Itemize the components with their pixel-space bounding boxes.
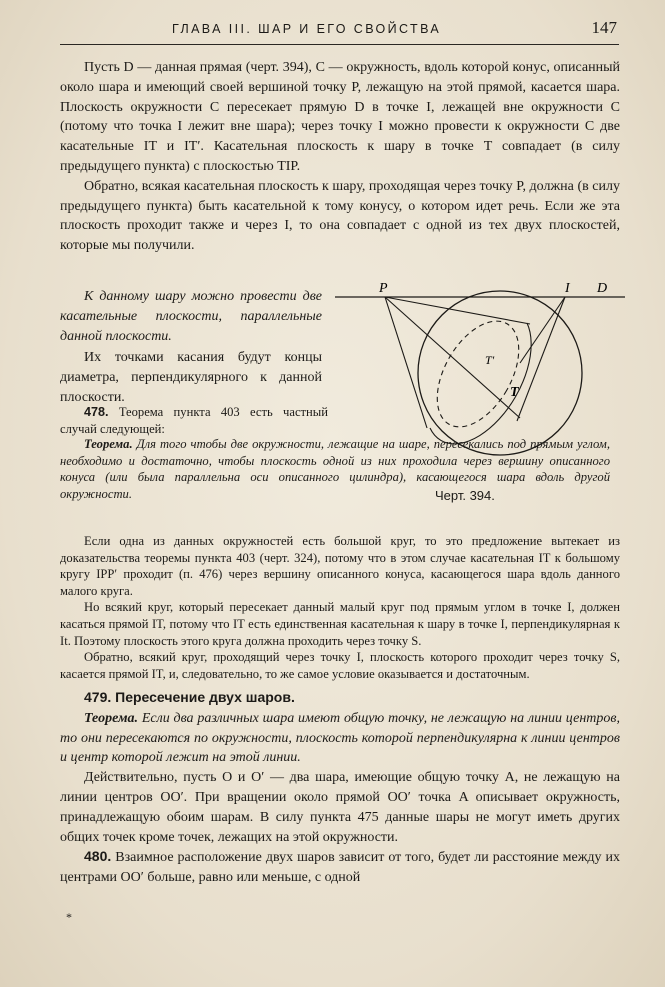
s479-paragraph-1: Действительно, пусть O и O′ — два шара, имеющие общую точку A, не лежащую на линии центров OO′. При вращении около прямой OO′ точка A описывает окружность, принадлежащую обоим шарам. В силу пункта 475 данные шары не могут иметь других общих точек кроме точек, лежащих на этой окружности. bbox=[60, 770, 620, 845]
s478-paragraph-2: Но всякий круг, который пересекает данный малый круг под прямым углом в точке I, должен касаться прямой IT, потому что IT есть единственная касательная к шару в точке I, перпендикулярная к It. Поэтому плоскость этого круга должна проходить через точку S. bbox=[60, 600, 620, 648]
label-P: P bbox=[379, 281, 388, 296]
section-479 bbox=[60, 688, 620, 888]
s478-paragraph-1: Если одна из данных окружностей есть большой круг, то это предложение вытекает из доказательства теоремы пункта 403 (черт. 324), потому что в этом случае касательная IT к большому кругу IPP′ проходит (п. 476) через вершину описанного конуса, касающегося шара вдоль данного малого круга. bbox=[60, 534, 620, 598]
contact-circle-C bbox=[420, 307, 535, 440]
page-header bbox=[60, 18, 619, 45]
line-I-T-prime bbox=[520, 297, 565, 363]
paragraph-diameter: Их точками касания будут концы диаметра, перпендикулярного к данной плоскости. bbox=[60, 350, 322, 405]
top-block bbox=[60, 58, 620, 256]
s479-theorem bbox=[60, 709, 620, 768]
paragraph-1: Пусть D — данная прямая (черт. 394), C — окружность, вдоль которой конус, описанный около шара и имеющий своей вершиной точку P, лежащую на этой прямой, касается шара. Плоскость окружности C пересекает прямую D в точке I, лежащей вне окружности C (потому что точка I лежит вне шара); через точку I можно провести к окружности C две касательные IT и IT′. Касательная плоскость к шару в точке T совпадает (в силу предыдущего пункта) с плоскостью TIP. bbox=[60, 60, 620, 174]
s480-paragraph bbox=[60, 847, 620, 888]
line-P-T bbox=[385, 297, 520, 418]
figure-394 bbox=[335, 278, 625, 508]
label-T-prime: T′ bbox=[485, 353, 495, 367]
s479-heading: 479. Пересечение двух шаров. bbox=[84, 689, 295, 705]
footer-mark: * bbox=[66, 910, 72, 924]
s478-theorem-text: Для того чтобы две окружности, лежащие на шаре, пересекались под прямым углом, необходимо и достаточно, чтобы плоскость одной из них проходила через вершину описанного конуса (или была параллельна оси описанного цилиндра), касающегося шара вдоль другой окружности. bbox=[60, 437, 610, 501]
left-column-block bbox=[60, 287, 322, 408]
s478-number: 478. bbox=[84, 405, 109, 419]
contact-circle-front bbox=[430, 323, 531, 444]
line-P-cone-1 bbox=[385, 297, 427, 428]
s478-theorem-label: Теорема. bbox=[84, 437, 133, 451]
s478-intro-text: Теорема пункта 403 есть частный случай следующей: bbox=[60, 405, 328, 436]
paragraph-2: Обратно, всякая касательная плоскость к шару, проходящая через точку P, должна (в силу предыдущего пункта) быть касательной к тому конусу, о котором идет речь. Если же эта плоскость проходит также и через I, то она совпадает с одной из тех двух плоскостей, которые мы получили. bbox=[60, 178, 620, 254]
s478-paragraph-3: Обратно, всякий круг, проходящий через точку I, плоскость которого проходит через точку S, касается прямой IT, и, следовательно, то же самое условие оказывается и достаточным. bbox=[60, 650, 620, 681]
label-T: T bbox=[510, 385, 519, 400]
s478-intro bbox=[60, 404, 328, 437]
section-478-top bbox=[60, 404, 328, 437]
section-478-body bbox=[60, 533, 620, 682]
s479-theorem-text: Если два различных шара имеют общую точку, не лежащую на линии центров, то они пересекаются по окружности, плоскость которой перпендикулярна к линии центров и центр которой лежит на этой линии. bbox=[60, 710, 620, 766]
proposition-tangent-planes: К данному шару можно провести две касательные плоскости, параллельные данной плоскости. bbox=[60, 289, 322, 344]
page-number: 147 bbox=[591, 18, 617, 37]
figure-caption: Черт. 394. bbox=[435, 488, 495, 503]
label-I: I bbox=[565, 281, 570, 296]
line-P-cone-2 bbox=[385, 297, 530, 324]
running-title: ГЛАВА III. ШАР И ЕГО СВОЙСТВА bbox=[172, 22, 442, 36]
s479-theorem-label: Теорема. bbox=[84, 710, 139, 726]
label-D: D bbox=[597, 281, 608, 296]
s480-number: 480. bbox=[84, 848, 112, 865]
s480-text: Взаимное расположение двух шаров зависит от того, будет ли расстояние между их центрами OO′ больше, равно или меньше, с одной bbox=[60, 850, 621, 886]
